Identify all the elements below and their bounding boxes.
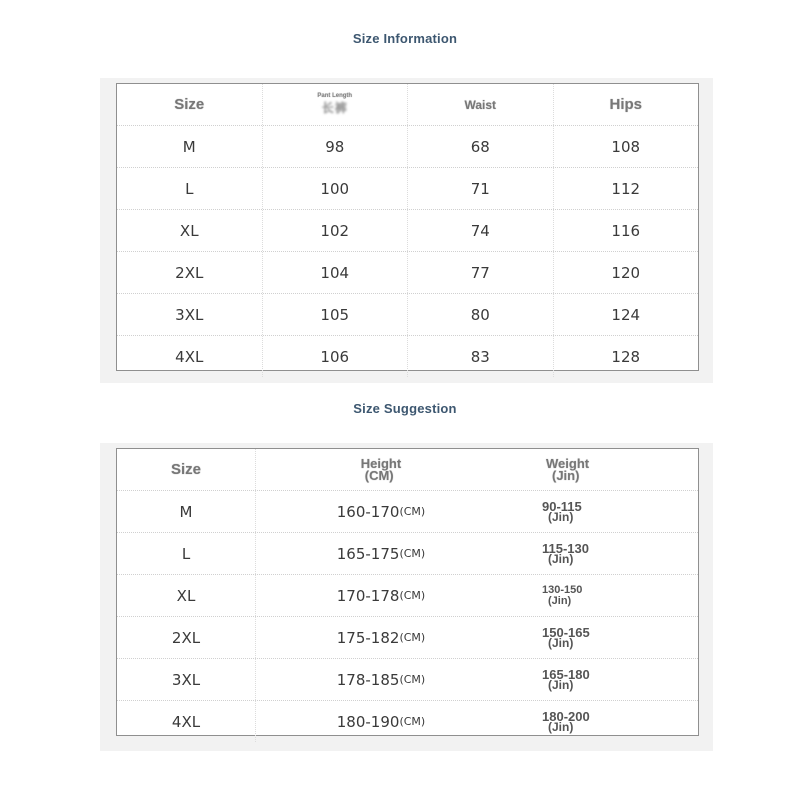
height-unit: (CM) — [399, 631, 426, 644]
height-unit: (CM) — [399, 589, 426, 602]
cell-hips: 128 — [611, 347, 641, 366]
size-information-table — [116, 83, 699, 371]
cell-size: M — [117, 126, 263, 167]
table-row — [117, 210, 698, 252]
weight-stack — [542, 540, 589, 566]
cell-hips: 116 — [611, 221, 641, 240]
height-value: 160-170 — [336, 502, 400, 521]
weight-stack — [542, 666, 590, 692]
header-pant-length-label: Pant Length — [317, 93, 353, 99]
cell-weight — [506, 617, 698, 658]
cell-waist: 68 — [408, 126, 554, 167]
cell-size: M — [117, 491, 256, 532]
cell-size: XL — [117, 210, 263, 251]
cell-size: 3XL — [117, 294, 263, 335]
cell-hips: 124 — [611, 305, 641, 324]
cell-size: 2XL — [117, 617, 256, 658]
header-height — [256, 449, 506, 490]
weight-value: 90-115 — [542, 498, 582, 514]
weight-value: 150-165 — [542, 624, 590, 640]
cell-waist: 71 — [408, 168, 554, 209]
weight-value: 165-180 — [542, 666, 590, 682]
cell-height — [256, 533, 506, 574]
size-suggestion-panel — [100, 443, 713, 751]
table-header-row — [117, 449, 698, 491]
cell-height — [256, 701, 506, 742]
weight-unit: (Jin) — [548, 719, 574, 734]
size-suggestion-table — [116, 448, 699, 736]
table-row — [117, 659, 698, 701]
height-value: 180-190 — [336, 712, 400, 731]
height-value: 175-182 — [336, 628, 400, 647]
cell-waist: 77 — [408, 252, 554, 293]
cell-weight — [506, 533, 698, 574]
weight-value: 180-200 — [542, 708, 590, 724]
height-unit: (CM) — [399, 673, 426, 686]
cell-size: 3XL — [117, 659, 256, 700]
cell-size: XL — [117, 575, 256, 616]
table-row — [117, 126, 698, 168]
cell-hips: 112 — [611, 179, 641, 198]
cell-pant-length: 105 — [263, 294, 409, 335]
height-value: 178-185 — [336, 670, 400, 689]
weight-unit: (Jin) — [548, 677, 574, 692]
cell-hips: 108 — [611, 137, 641, 156]
size-suggestion-title: Size Suggestion — [353, 401, 457, 416]
cell-pant-length: 104 — [263, 252, 409, 293]
height-value: 165-175 — [336, 544, 400, 563]
weight-value: 130-150 — [542, 583, 583, 596]
cell-height — [256, 491, 506, 532]
weight-value: 115-130 — [542, 540, 589, 556]
cell-size: L — [117, 533, 256, 574]
height-unit: (CM) — [399, 715, 426, 728]
cell-weight — [506, 575, 698, 616]
cell-pant-length: 106 — [263, 336, 409, 377]
table-row — [117, 533, 698, 575]
height-unit: (CM) — [399, 505, 426, 518]
weight-unit: (Jin) — [548, 551, 574, 566]
header-height-unit: (CM) — [364, 467, 394, 483]
cell-height — [256, 617, 506, 658]
header-hips: Hips — [609, 96, 642, 113]
cell-weight — [506, 659, 698, 700]
header-weight — [506, 449, 698, 490]
table-row — [117, 252, 698, 294]
table-row — [117, 617, 698, 659]
weight-unit: (Jin) — [548, 635, 574, 650]
size-information-panel — [100, 78, 713, 383]
cell-pant-length: 102 — [263, 210, 409, 251]
weight-stack — [542, 498, 582, 524]
header-pant-length — [263, 84, 409, 125]
cell-size: 4XL — [117, 336, 263, 377]
table-row — [117, 336, 698, 377]
cell-size: 4XL — [117, 701, 256, 742]
height-unit: (CM) — [399, 547, 426, 560]
cell-weight — [506, 491, 698, 532]
table-row — [117, 491, 698, 533]
cell-waist: 74 — [408, 210, 554, 251]
table-header-row — [117, 84, 698, 126]
header-waist: Waist — [408, 84, 554, 125]
weight-stack — [542, 708, 590, 734]
weight-stack — [542, 624, 590, 650]
cell-size: 2XL — [117, 252, 263, 293]
cell-pant-length: 100 — [263, 168, 409, 209]
header-weight-unit: (Jin) — [552, 467, 580, 483]
table-row — [117, 168, 698, 210]
height-value: 170-178 — [336, 586, 400, 605]
table-row — [117, 575, 698, 617]
weight-unit: (Jin) — [548, 594, 572, 607]
cell-pant-length: 98 — [263, 126, 409, 167]
cell-height — [256, 575, 506, 616]
table-row — [117, 294, 698, 336]
size-information-title: Size Information — [352, 31, 458, 46]
header-height-label: Height — [360, 455, 402, 471]
header-size: Size — [117, 84, 263, 125]
weight-stack — [542, 585, 582, 607]
cell-waist: 83 — [408, 336, 554, 377]
header-size: Size — [117, 449, 256, 490]
cell-hips: 120 — [611, 263, 641, 282]
cell-size: L — [117, 168, 263, 209]
header-pant-length-blurred: 长裤 — [321, 101, 348, 115]
table-row — [117, 701, 698, 742]
header-weight-label: Weight — [546, 455, 590, 471]
cell-weight — [506, 701, 698, 742]
weight-unit: (Jin) — [548, 509, 574, 524]
cell-height — [256, 659, 506, 700]
cell-waist: 80 — [408, 294, 554, 335]
